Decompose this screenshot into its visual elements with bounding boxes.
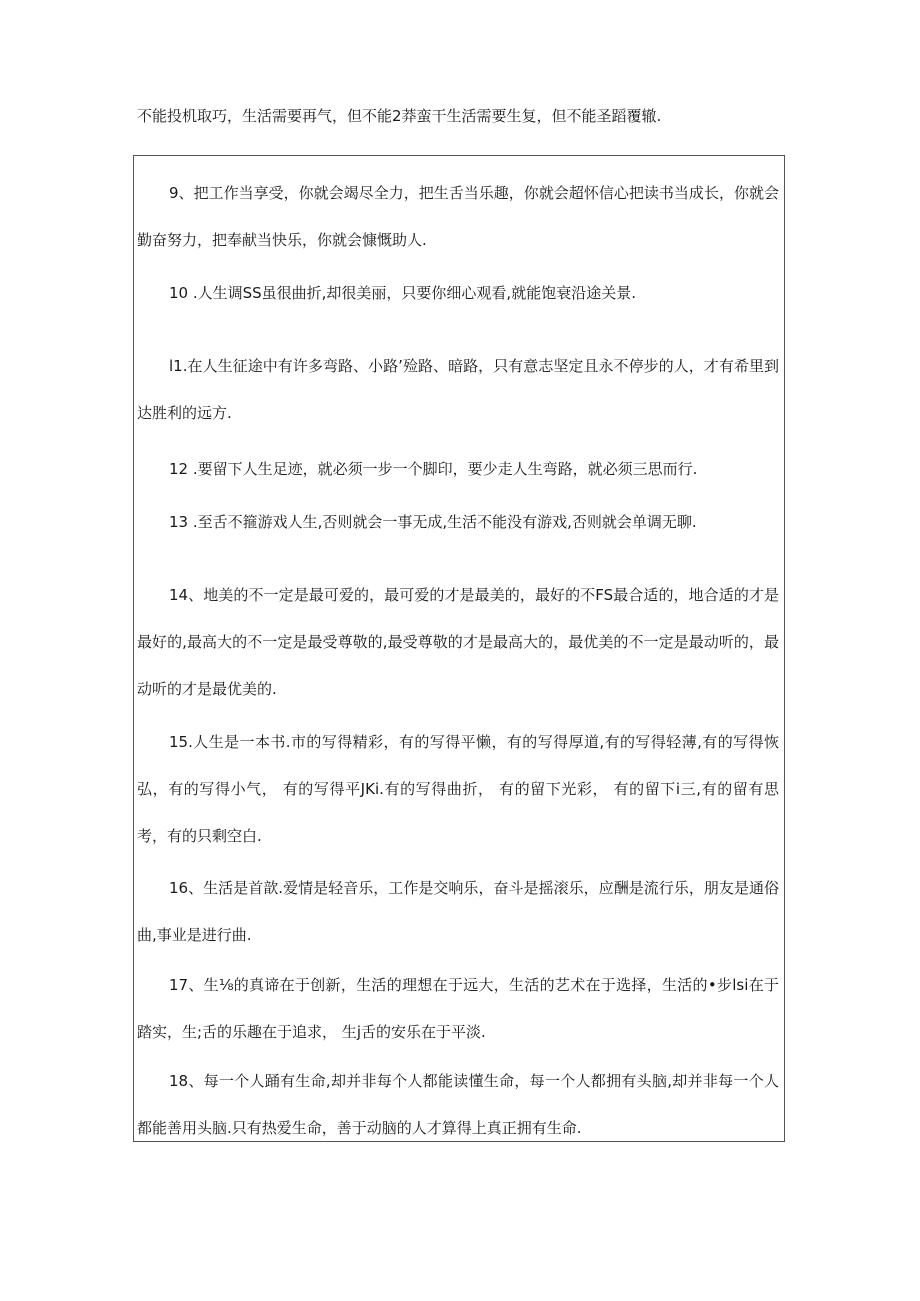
quote-paragraph-16: 16、生活是首歆.爱情是轻音乐，工作是交响乐，奋斗是摇滚乐，应酬是流行乐，朋友是通俗曲,事业是进行曲. (137, 879, 779, 944)
quote-paragraph-9: 9、把工作当享受，你就会竭尽全力，把生舌当乐趣，你就会超怀信心把读书当成长，你就会勤奋努力，把奉献当快乐，你就会慷慨助人. (137, 184, 779, 249)
quote-paragraph-13: 13 .至舌不箍游戏人生,否则就会一事无成,生活不能没有游戏,否则就会单调无聊. (169, 513, 697, 531)
quote-box (133, 155, 785, 1142)
quote-paragraph-10: 10 .人生调SS虽很曲折,却很美丽，只要你细心观看,就能饱衰沿途关景. (169, 284, 636, 302)
quote-paragraph-18: 18、每一个人踊有生命,却并非每个人都能读懂生命，每一个人都拥有头脑,却并非每一个人都能善用头脑.只有热爱生命，善于动脑的人才算得上真正拥有生命. (137, 1072, 779, 1137)
quote-paragraph-15: 15.人生是一本书.市的写得精彩，有的写得平懒，有的写得厚道,有的写得轻薄,有的写得恢弘，有的写得小气， 有的写得平JKi.有的写得曲折， 有的留下光彩， 有的留下i三,有的留有思考，有的只剩空白. (137, 733, 779, 845)
quote-paragraph-12: 12 .要留下人生足迹，就必须一步一个脚印，要少走人生弯路，就必须三思而行. (169, 460, 698, 478)
quote-paragraph-14: 14、地美的不一定是最可爱的，最可爱的才是最美的，最好的不FS最合适的，地合适的才是最好的,最高大的不一定是最受尊敬的,最受尊敬的才是最高大的，最优美的不一定是最动听的，最动听的才是最优美的. (137, 586, 779, 698)
top-line-text: 不能投机取巧，生活需要再气，但不能2莽蛮干生活需要生复，但不能圣蹈覆辙. (137, 107, 662, 125)
quote-paragraph-11: l1.在人生征途中有许多弯路、小路’殓路、暗路，只有意志坚定且永不停步的人，才有希里到达胜利的远方. (137, 357, 779, 422)
quote-paragraph-17: 17、生⅛的真谛在于创新，生活的理想在于远大，生活的艺术在于选择，生活的•步lsi在于踏实，生;舌的乐趣在于追求， 生j舌的安乐在于平淡. (137, 976, 779, 1041)
